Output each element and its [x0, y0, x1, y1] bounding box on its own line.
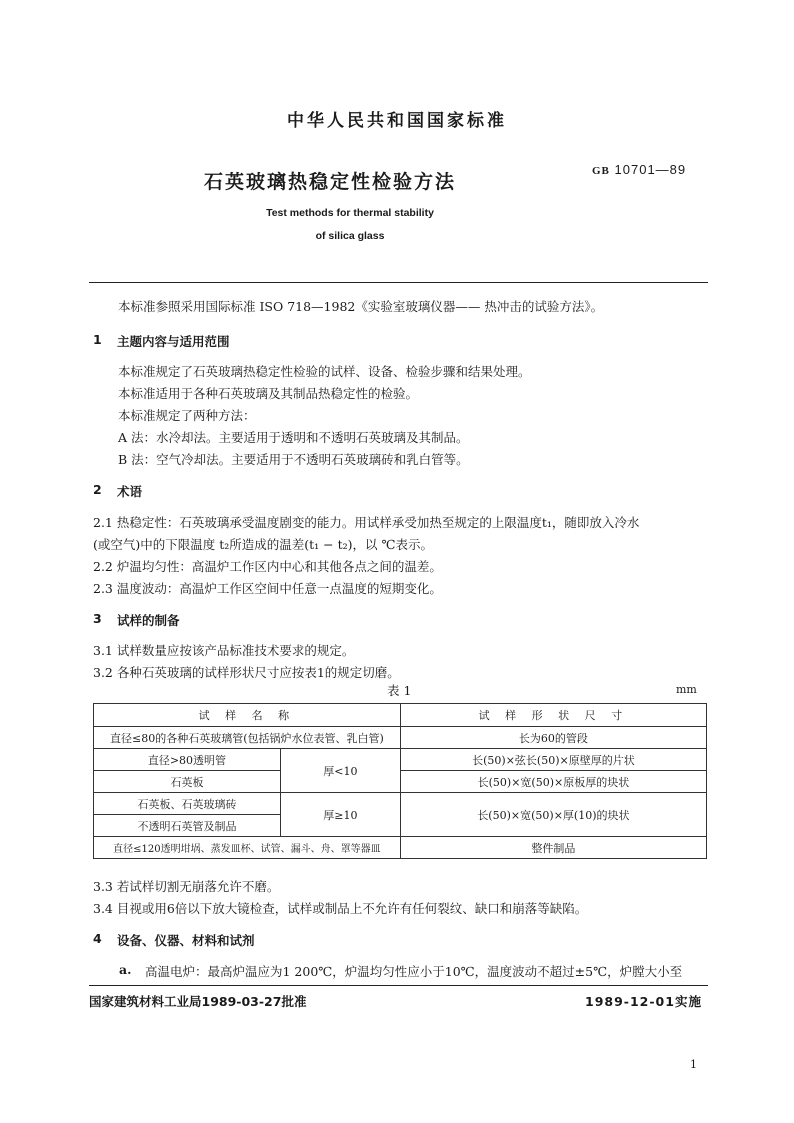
section-3-number: 3 [93, 611, 102, 626]
item-a-text: 高温电炉：最高炉温应为1 200℃，炉温均匀性应小于10℃，温度波动不超过±5℃，炉膛大小至 [145, 964, 683, 979]
row-name: 石英板 [94, 771, 281, 793]
row-size: 整件制品 [400, 837, 706, 859]
section-3-title: 试样的制备 [117, 613, 180, 628]
clause-3-3: 3.3 若试样切割无崩落允许不磨。 [93, 879, 280, 894]
intro-paragraph: 本标准参照采用国际标准 ISO 718—1982《实验室玻璃仪器—— 热冲击的试验方法》。 [118, 299, 604, 314]
section-2-title: 术语 [117, 484, 143, 499]
page-number: 1 [690, 1058, 697, 1071]
term-2-1: 2.1 热稳定性：石英玻璃承受温度剧变的能力。用试样承受加热至规定的上限温度t₁，随即放入冷水 [93, 515, 640, 530]
section-4-number: 4 [93, 931, 102, 946]
clause-3-1: 3.1 试样数量应按该产品标准技术要求的规定。 [93, 643, 355, 658]
table-row [94, 837, 707, 859]
row-size: 长(50)×宽(50)×厚(10)的块状 [400, 793, 706, 837]
table-row [94, 727, 707, 749]
thickness-thin: 厚<10 [280, 749, 400, 793]
row-size: 长为60的管段 [400, 727, 706, 749]
thickness-thick: 厚≥10 [280, 793, 400, 837]
header-rule [89, 282, 708, 283]
section-1-line: 本标准规定了石英玻璃热稳定性检验的试样、设备、检验步骤和结果处理。 [118, 364, 531, 379]
row-size: 长(50)×弦长(50)×原壁厚的片状 [400, 749, 706, 771]
table-unit: mm [676, 683, 697, 696]
table-header-row [94, 704, 707, 727]
section-1-title: 主题内容与适用范围 [117, 334, 230, 349]
section-2-number: 2 [93, 482, 102, 497]
table-caption: 表 1 [387, 683, 412, 698]
specimen-size-table [93, 703, 707, 859]
english-title-line-2: of silica glass [315, 230, 385, 242]
english-title-line-1: Test methods for thermal stability [266, 207, 434, 219]
term-2-2: 2.2 炉温均匀性：高温炉工作区内中心和其他各点之间的温差。 [93, 559, 442, 574]
code-prefix: GB [592, 165, 610, 177]
table-row [94, 793, 707, 815]
clause-3-4: 3.4 目视或用6倍以下放大镜检查，试样或制品上不允许有任何裂纹、缺口和崩落等缺陷。 [93, 901, 588, 916]
table-row [94, 771, 707, 793]
clause-3-2: 3.2 各种石英玻璃的试样形状尺寸应按表1的规定切磨。 [93, 665, 400, 680]
row-name: 直径>80透明管 [94, 749, 281, 771]
section-1-line: A 法：水冷却法。主要适用于透明和不透明石英玻璃及其制品。 [118, 430, 469, 445]
section-1-line: B 法：空气冷却法。主要适用于不透明石英玻璃砖和乳白管等。 [118, 452, 469, 467]
row-name: 不透明石英管及制品 [94, 815, 281, 837]
item-a-label: a. [119, 962, 132, 977]
approval-text: 国家建筑材料工业局1989-03-27批准 [89, 994, 307, 1009]
term-2-1-continued: (或空气)中的下限温度 t₂所造成的温差(t₁ − t₂)，以 ℃表示。 [93, 537, 433, 552]
row-name: 直径≤120透明坩埚、蒸发皿杯、试管、漏斗、舟、罩等器皿 [94, 837, 401, 859]
header-specimen-name: 试 样 名 称 [94, 704, 401, 727]
table-row [94, 749, 707, 771]
document-title: 石英玻璃热稳定性检验方法 [204, 171, 457, 193]
section-1-number: 1 [93, 332, 102, 347]
row-name: 直径≤80的各种石英玻璃管(包括锅炉水位表管、乳白管) [94, 727, 401, 749]
standard-org-heading: 中华人民共和国国家标准 [287, 111, 507, 131]
section-1-line: 本标准适用于各种石英玻璃及其制品热稳定性的检验。 [118, 386, 419, 401]
code-number: 10701—89 [614, 162, 687, 177]
row-name: 石英板、石英玻璃砖 [94, 793, 281, 815]
implementation-date: 1989-12-01实施 [585, 994, 702, 1009]
standard-code [592, 162, 686, 177]
term-2-3: 2.3 温度波动：高温炉工作区空间中任意一点温度的短期变化。 [93, 581, 442, 596]
section-4-title: 设备、仪器、材料和试剂 [117, 933, 255, 948]
section-1-line: 本标准规定了两种方法： [118, 408, 256, 423]
row-size: 长(50)×宽(50)×原板厚的块状 [400, 771, 706, 793]
header-specimen-size: 试 样 形 状 尺 寸 [400, 704, 706, 727]
footer-rule [89, 985, 708, 986]
